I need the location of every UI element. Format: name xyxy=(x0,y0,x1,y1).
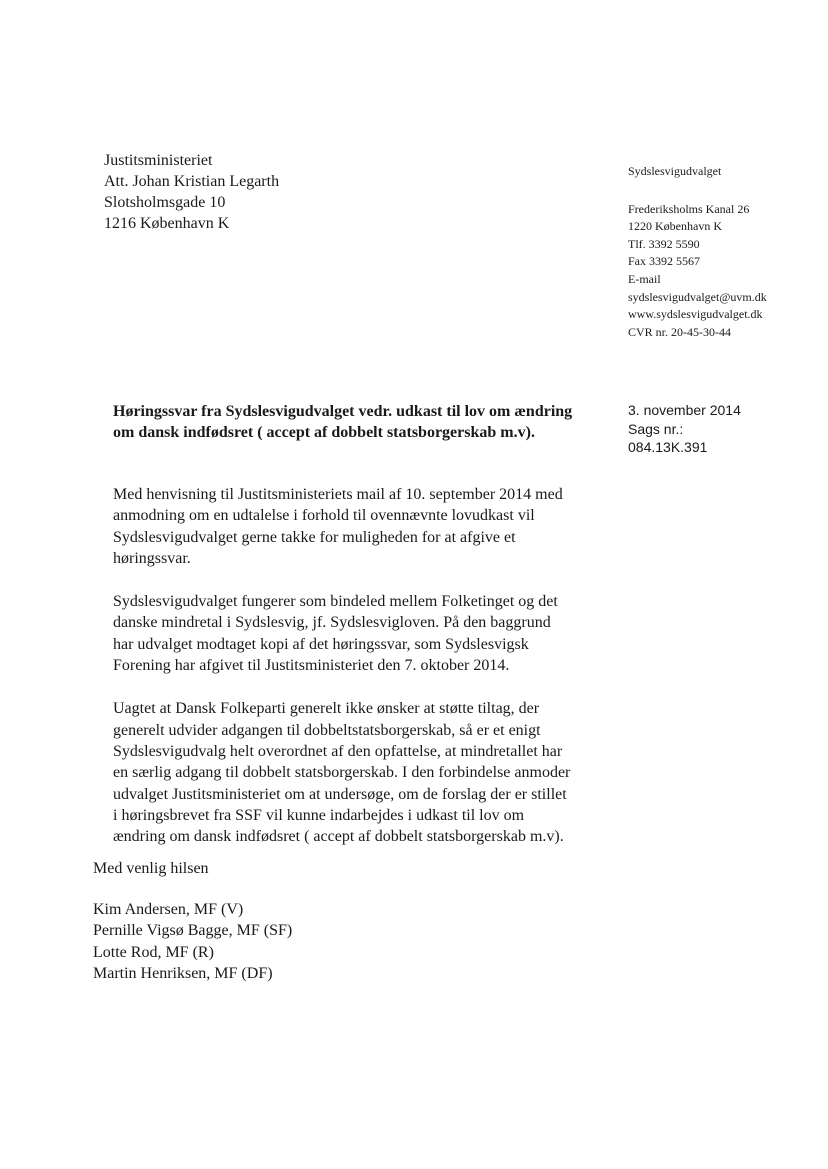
sender-phone: Tlf. 3392 5590 xyxy=(628,236,700,251)
signatory: Kim Andersen, MF (V) xyxy=(93,901,244,918)
recipient-line: 1216 København K xyxy=(104,215,230,232)
recipient-address xyxy=(104,150,279,234)
signatory: Pernille Vigsø Bagge, MF (SF) xyxy=(93,922,293,940)
sender-website: www.sydslesvigudvalget.dk xyxy=(628,307,763,322)
recipient-line: Justitsministeriet xyxy=(104,152,213,169)
signatory: Martin Henriksen, MF (DF) xyxy=(93,964,273,982)
signatory: Lotte Rod, MF (R) xyxy=(93,943,214,961)
letter-date: 3. november 2014 xyxy=(628,402,741,418)
body-paragraph: Med henvisning til Justitsministeriets mail af 10. september 2014 med anmodning om en udtalelse i forhold til ovennævnte lovudkast vil Sydslesvigudvalget gerne takke for muligheden for at afgive et høringssvar. xyxy=(113,486,563,567)
sender-email-label: E-mail xyxy=(628,271,661,286)
signatory-list xyxy=(93,899,292,984)
letter-subject: Høringssvar fra Sydslesvigudvalget vedr. udkast til lov om ændring om dansk indfødsret ( accept af dobbelt statsborgerskab m.v). xyxy=(113,403,573,441)
sender-address-line: 1220 København K xyxy=(628,219,722,234)
sender-block xyxy=(628,163,767,341)
body-paragraph: Sydslesvigudvalget fungerer som bindeled mellem Folketinget og det danske mindretal i Sydslesvig, jf. Sydslesvigloven. På den baggrund har udvalget modtaget kopi af det høringssvar, som Sydslesvigsk Forening har afgivet til Justitsministeriet den 7. oktober 2014. xyxy=(113,593,558,675)
body-paragraph: Uagtet at Dansk Folkeparti generelt ikke ønsker at støtte tiltag, der generelt udvider adgangen til dobbeltstatsborgerskab, så er et enigt Sydslesvigudvalg helt overordnet af den opfattelse, at mindretallet har en særlig adgang til dobbelt statsborgerskab. I den forbindelse anmoder udvalget Justitsministeriet om at undersøge, om de forslag der er stillet i høringsbrevet fra SSF vil kunne indarbejdes i udkast til lov om ændring om dansk indfødsret ( accept af dobbelt statsborgerskab m.v). xyxy=(113,700,571,846)
closing-salutation: Med venlig hilsen xyxy=(93,860,209,877)
sender-fax: Fax 3392 5567 xyxy=(628,254,700,269)
sender-email: sydslesvigudvalget@uvm.dk xyxy=(628,289,767,304)
sender-cvr: CVR nr. 20-45-30-44 xyxy=(628,324,731,339)
sender-address-line: Frederiksholms Kanal 26 xyxy=(628,201,750,216)
recipient-line: Slotsholmsgade 10 xyxy=(104,194,226,211)
letter-meta xyxy=(628,401,741,457)
sender-org: Sydslesvigudvalget xyxy=(628,164,722,178)
recipient-line: Att. Johan Kristian Legarth xyxy=(104,173,280,190)
case-label: Sags nr.: xyxy=(628,420,684,437)
case-number: 084.13K.391 xyxy=(628,439,708,455)
letter-body xyxy=(113,484,575,847)
